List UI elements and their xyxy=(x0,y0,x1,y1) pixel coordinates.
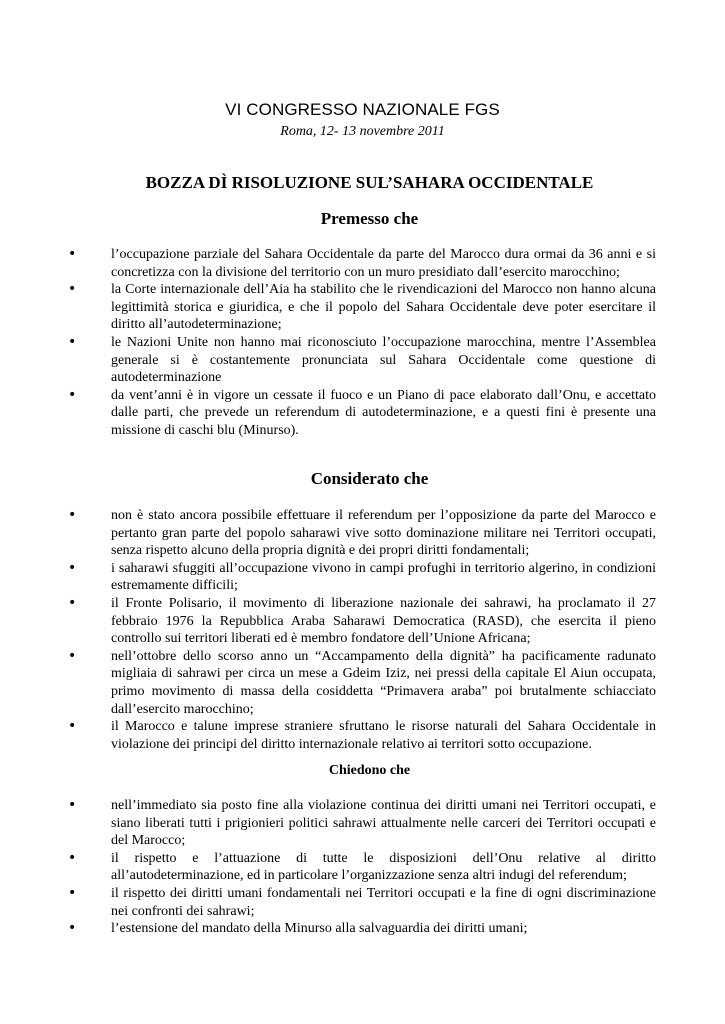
list-item xyxy=(0,334,725,387)
considerato-list xyxy=(0,507,725,753)
list-item xyxy=(0,560,725,595)
list-item-text: le Nazioni Unite non hanno mai riconosciuto l’occupazione marocchina, mentre l’Assemblea generale si è costantemente pronunciata sul Sahara Occidentale come questione di autodeterminazione xyxy=(111,334,656,386)
list-item xyxy=(0,246,725,281)
bullet-icon: • xyxy=(68,718,77,735)
list-item-text: nell’immediato sia posto fine alla violazione continua dei diritti umani nei Territori occupati, e siano liberati tutti i prigionieri politici sahrawi attualmente nelle carceri dei Territori occupati e del Marocco; xyxy=(111,798,656,849)
section-heading-chiedono: Chiedono che xyxy=(328,763,411,778)
bullet-icon: • xyxy=(68,246,77,262)
list-item-text: il Fronte Polisario, il movimento di liberazione nazionale dei sahrawi, ha proclamato il 27 febbraio 1976 la Repubblica Araba Saharawi Democratica (RASD), che esercita il pieno controllo sui territori liberati ed è membro fondatore dell’Unione Africana; xyxy=(111,595,656,647)
congress-title: VI CONGRESSO NAZIONALE FGS xyxy=(225,100,500,119)
list-item-text: non è stato ancora possibile effettuare il referendum per l’opposizione da parte del Marocco e pertanto gran parte del popolo saharawi vive sotto dominazione militare nei Territori occupati, senza rispetto alcuno della propria dignità e dei propri diritti fondamentali; xyxy=(111,508,656,559)
chiedono-list xyxy=(0,797,725,938)
list-item-text: nell’ottobre dello scorso anno un “Accampamento della dignità” ha pacificamente radunato migliaia di sahrawi per circa un mese a Gdeim Iziz, nei pressi della capitale El Aiun occupata, primo movimento di massa della cosiddetta “Primavera araba” poi brutalmente schiacciato dall’esercito marocchino; xyxy=(111,648,656,717)
congress-date-location: Roma, 12- 13 novembre 2011 xyxy=(280,124,445,139)
bullet-icon: • xyxy=(68,559,77,576)
bullet-icon: • xyxy=(68,333,77,350)
list-item xyxy=(0,718,725,753)
list-item xyxy=(0,281,725,334)
list-item-text: l’estensione del mandato della Minurso alla salvaguardia dei diritti umani; xyxy=(111,921,528,937)
list-item xyxy=(0,850,725,885)
list-item xyxy=(0,507,725,560)
list-item xyxy=(0,797,725,850)
resolution-title: BOZZA DÌ RISOLUZIONE SUL’SAHARA OCCIDENTALE xyxy=(145,173,594,192)
section-heading-considerato: Considerato che xyxy=(310,469,429,488)
bullet-icon: • xyxy=(68,884,77,901)
list-item-text: i saharawi sfuggiti all’occupazione vivono in campi profughi in territorio algerino, in condizioni estremamente difficili; xyxy=(111,560,656,594)
list-item xyxy=(0,595,725,648)
bullet-icon: • xyxy=(68,281,77,298)
list-item xyxy=(0,920,725,938)
list-item-text: il rispetto dei diritti umani fondamentali nei Territori occupati e la fine di ogni discriminazione nei confronti dei sahrawi; xyxy=(111,885,656,919)
section-heading-premesso: Premesso che xyxy=(320,209,419,228)
bullet-icon: • xyxy=(68,849,77,866)
bullet-icon: • xyxy=(68,797,77,813)
bullet-icon: • xyxy=(68,920,77,937)
list-item-text: da vent’anni è in vigore un cessate il fuoco e un Piano di pace elaborato dall’Onu, e accettato dalle parti, che prevede un referendum di autodeterminazione, e a questi fini è presente una missione di caschi blu (Minurso). xyxy=(111,387,656,438)
list-item xyxy=(0,387,725,440)
list-item-text: il rispetto e l’attuazione di tutte le disposizioni dell’Onu relative al diritto all’autodeterminazione, ed in particolare l’organizzazione senza altri indugi del referendum; xyxy=(111,850,656,884)
bullet-icon: • xyxy=(68,507,77,523)
list-item xyxy=(0,648,725,718)
list-item-text: la Corte internazionale dell’Aia ha stabilito che le rivendicazioni del Marocco non hanno alcuna legittimità storica e giuridica, e che il popolo del Sahara Occidentale deve poter esercitare il diritto all’autodeterminazione; xyxy=(111,282,656,333)
bullet-icon: • xyxy=(68,594,77,611)
list-item-text: il Marocco e talune imprese straniere sfruttano le risorse naturali del Sahara Occidentale in violazione dei principi del diritto internazionale relativo ai territori sotto occupazione. xyxy=(111,719,656,752)
bullet-icon: • xyxy=(68,386,77,403)
bullet-icon: • xyxy=(68,647,77,664)
list-item-text: l’occupazione parziale del Sahara Occidentale da parte del Marocco dura ormai da 36 anni e si concretizza con la divisione del territorio con un muro presidiato dall’esercito marocchino; xyxy=(111,247,656,280)
premesso-list xyxy=(0,246,725,440)
list-item xyxy=(0,885,725,920)
